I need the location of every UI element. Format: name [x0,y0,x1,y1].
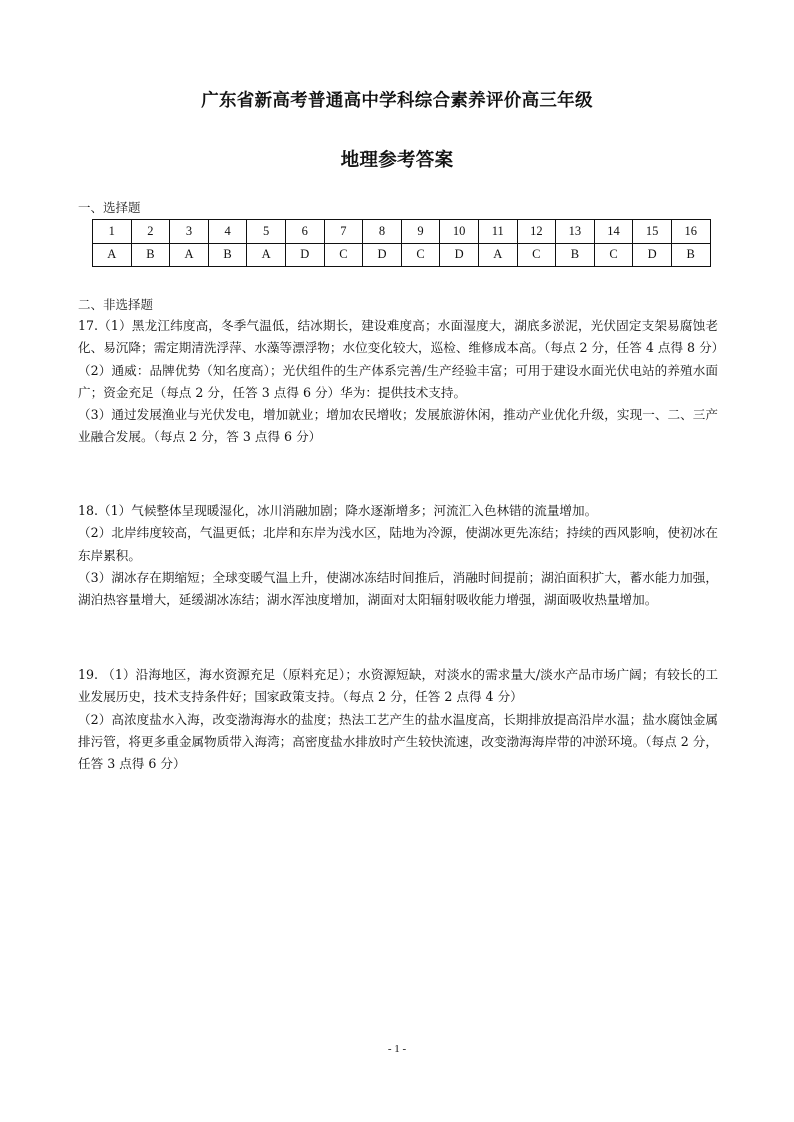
question-17-answer [78,315,725,449]
answer-cell: A [478,243,517,267]
question-number-cell: 14 [594,220,633,244]
answer-cell: B [208,243,247,267]
question-number-cell: 12 [517,220,556,244]
question-number-cell: 1 [93,220,132,244]
page-title: 广东省新高考普通高中学科综合素养评价高三年级 [201,91,593,111]
page-subtitle: 地理参考答案 [340,150,454,171]
q19-part-1: 19. （1）沿海地区，海水资源充足（原料充足）；水资源短缺，对淡水的需求量大/淡水产品市场广阔；有较长的工业发展历史，技术支持条件好；国家政策支持。（每点 2 分，任答 2 点得 4 分） [78,667,718,705]
q17-part-2: （2）通威：品牌优势（知名度高）；光伏组件的生产体系完善/生产经验丰富；可用于建设水面光伏电站的养殖水面广；资金充足（每点 2 分，任答 3 点得 6 分）华为：提供技术支持。 [78,362,718,400]
answer-cell: D [633,243,672,267]
question-number-cell: 15 [633,220,672,244]
answer-cell: A [247,243,286,267]
answer-table-answer-row [93,243,711,267]
question-number-cell: 7 [324,220,363,244]
answer-cell: C [401,243,440,267]
q18-part-2: （2）北岸纬度较高，气温更低；北岸和东岸为浅水区，陆地为冷源，使湖冰更先冻结；持续的西风影响，使初冰在东岸累积。 [78,525,718,563]
q17-part-3: （3）通过发展渔业与光伏发电，增加就业；增加农民增收；发展旅游休闲，推动产业优化升级，实现一、二、三产业融合发展。（每点 2 分，答 3 点得 6 分） [78,407,718,445]
question-number-cell: 8 [363,220,402,244]
answer-cell: C [594,243,633,267]
question-number-cell: 5 [247,220,286,244]
answer-cell: A [93,243,132,267]
question-number-cell: 10 [440,220,479,244]
answer-table-number-row [93,220,711,244]
q17-part-1: 17.（1）黑龙江纬度高，冬季气温低，结冰期长，建设难度高；水面湿度大，湖底多淤泥，光伏固定支架易腐蚀老化、易沉降；需定期清洗浮萍、水藻等漂浮物；水位变化较大，巡检、维修成本高。（每点 2 分，任答 4 点得 8 分） [78,318,725,356]
page-number: - 1 - [387,1043,407,1055]
section-label-choice: 一、选择题 [78,200,141,215]
section-label-nonchoice: 二、非选择题 [78,297,154,312]
question-number-cell: 2 [131,220,170,244]
question-number-cell: 9 [401,220,440,244]
q18-part-3: （3）湖冰存在期缩短；全球变暖气温上升，使湖冰冻结时间推后，消融时间提前；湖泊面积扩大，蓄水能力加强，湖泊热容量增大，延缓湖冰冻结；湖水浑浊度增加，湖面对太阳辐射吸收能力增强，湖面吸收热量增加。 [78,569,718,608]
answer-cell: C [517,243,556,267]
question-18-answer [78,500,718,611]
answer-cell: B [556,243,595,267]
answer-table [92,219,711,267]
answer-cell: B [671,243,710,267]
question-19-answer [78,664,718,775]
answer-cell: D [285,243,324,267]
question-number-cell: 4 [208,220,247,244]
question-number-cell: 13 [556,220,595,244]
question-number-cell: 16 [671,220,710,244]
question-number-cell: 6 [285,220,324,244]
q19-part-2: （2）高浓度盐水入海，改变渤海海水的盐度；热法工艺产生的盐水温度高，长期排放提高沿岸水温；盐水腐蚀金属排污管，将更多重金属物质带入海湾；高密度盐水排放时产生较快流速，改变渤海海岸带的冲淤环境。（每点 2 分，任答 3 点得 6 分） [78,711,718,772]
q18-part-1: 18.（1）气候整体呈现暖湿化，冰川消融加剧；降水逐渐增多；河流汇入色林错的流量增加。 [78,503,598,518]
question-number-cell: 3 [170,220,209,244]
answer-cell: A [170,243,209,267]
answer-cell: D [440,243,479,267]
answer-cell: D [363,243,402,267]
answer-cell: C [324,243,363,267]
question-number-cell: 11 [478,220,517,244]
answer-cell: B [131,243,170,267]
